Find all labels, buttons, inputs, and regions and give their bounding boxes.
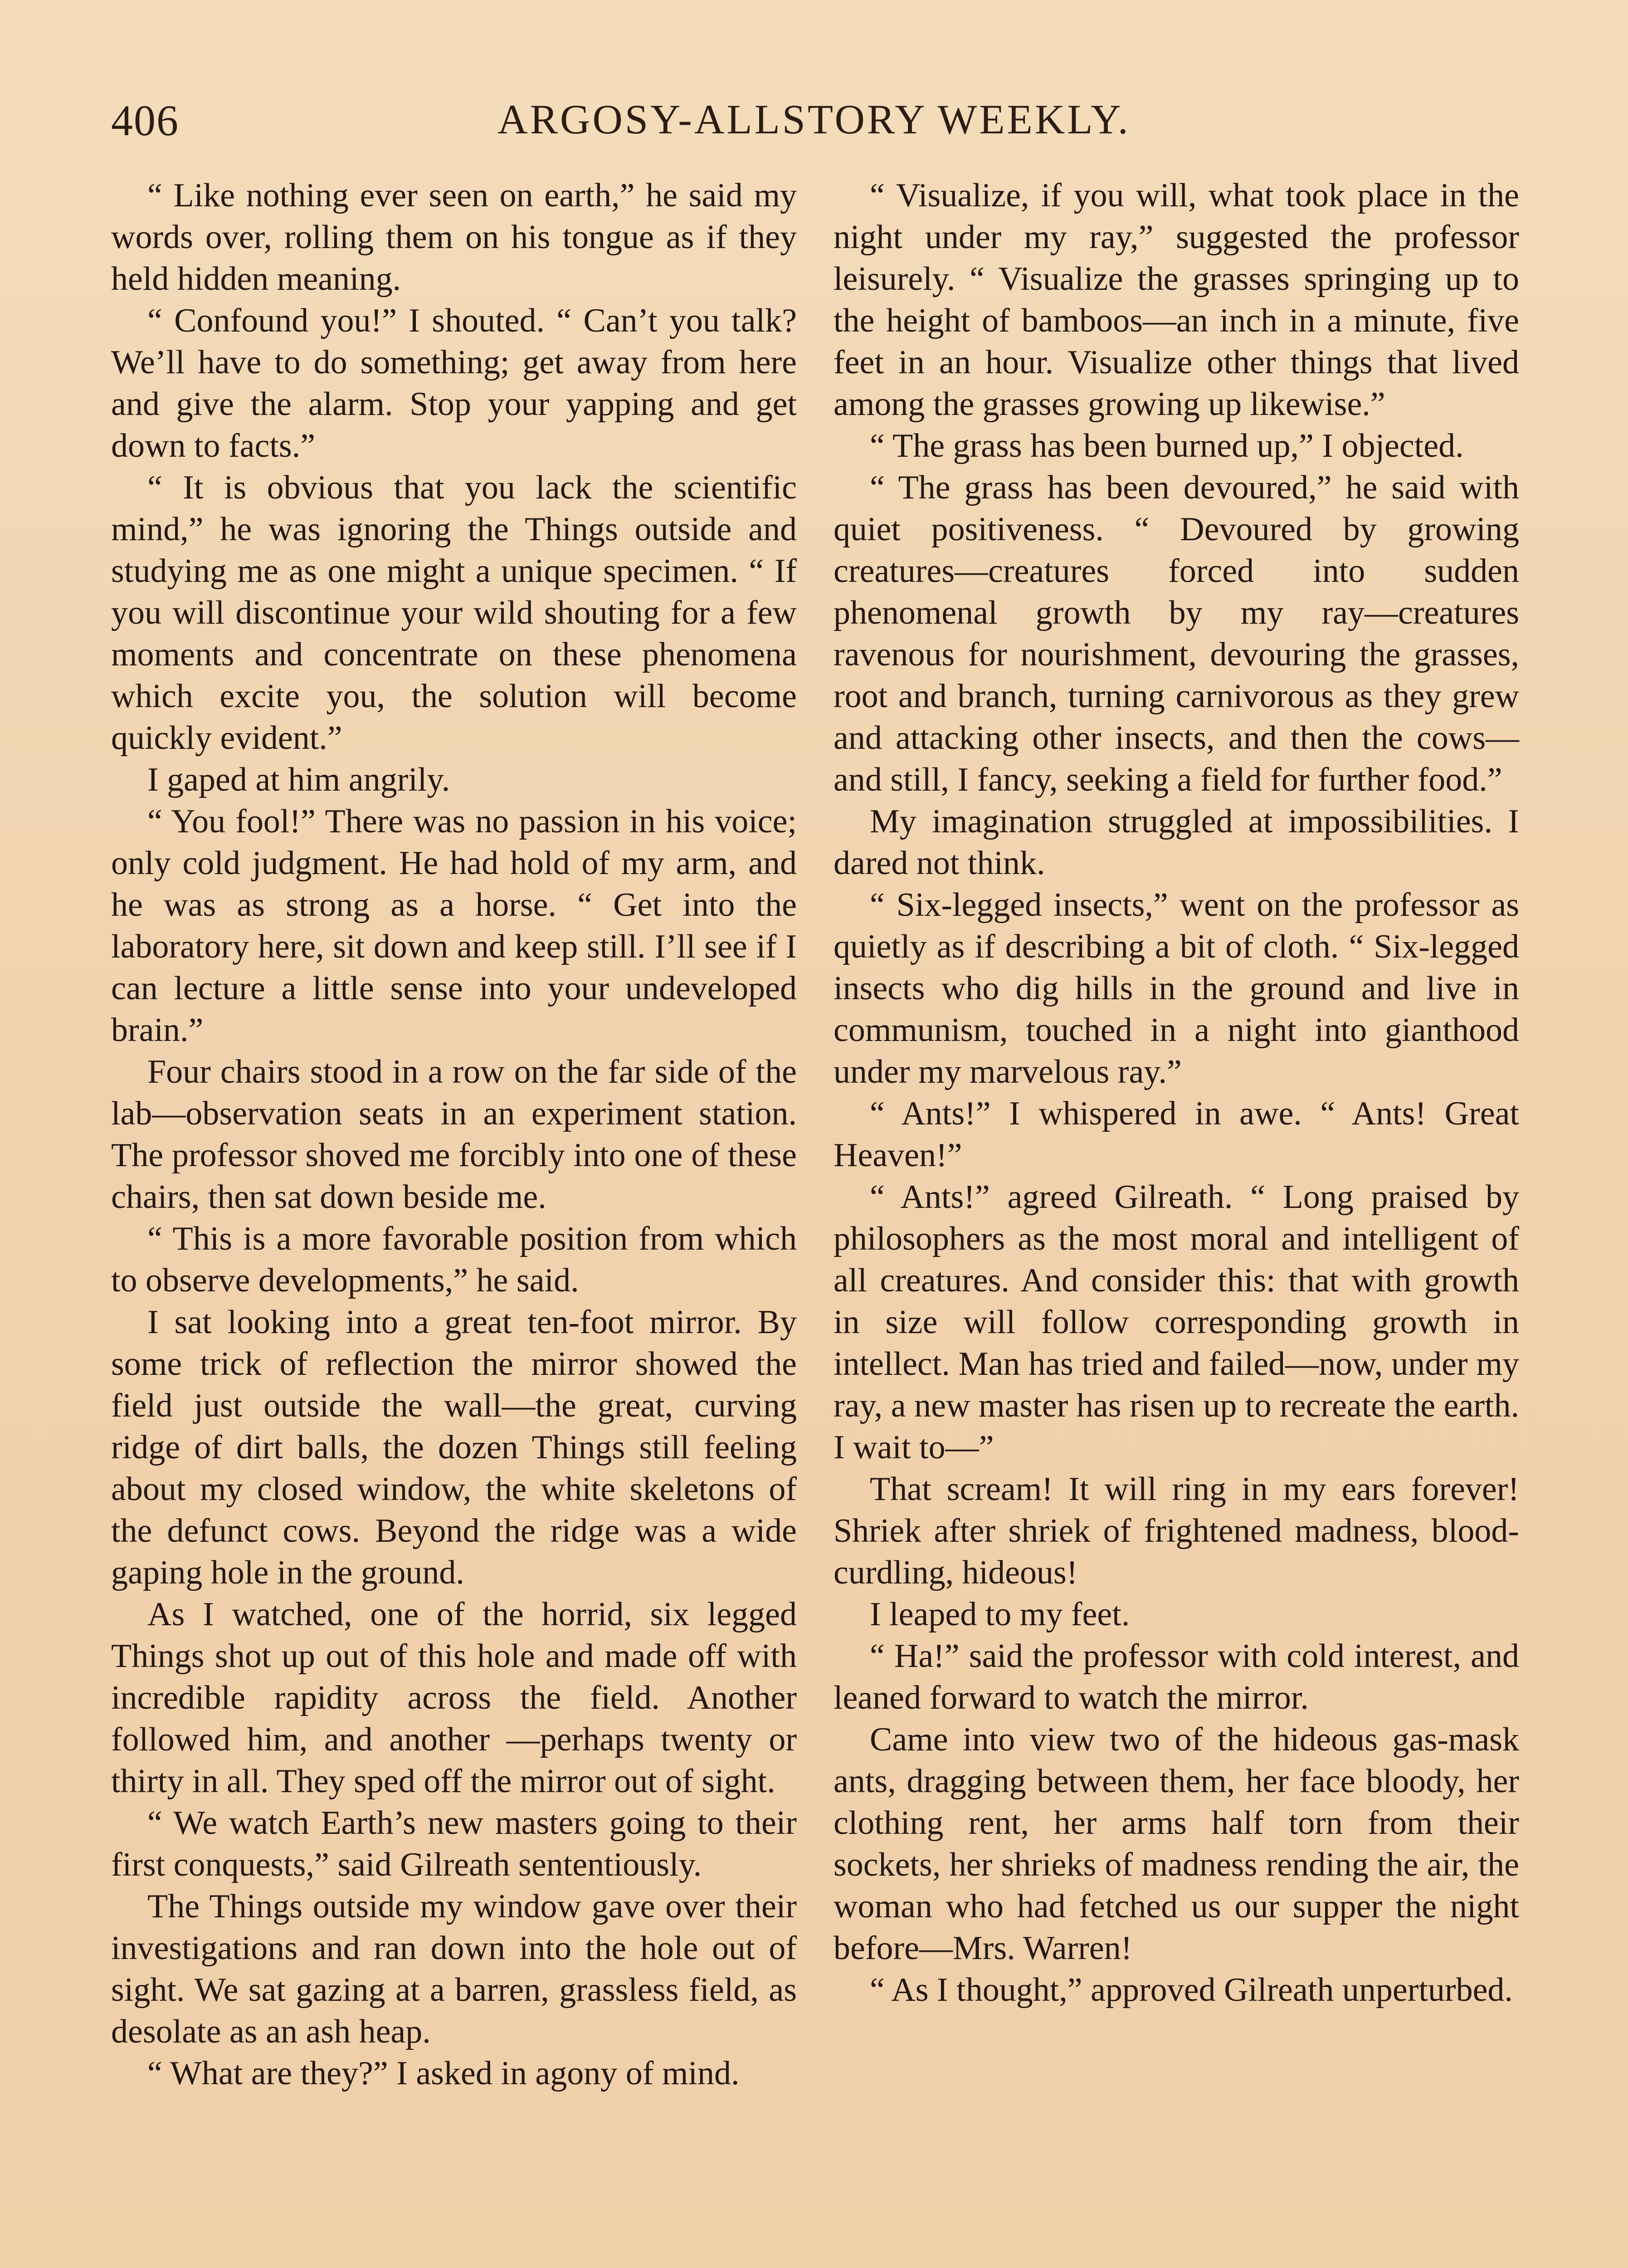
paragraph: “ Ants!” I whispered in awe. “ Ants! Great Heaven!” — [833, 1095, 1519, 1174]
paragraph: “ You fool!” There was no passion in his voice; only cold judgment. He had hold of my arm, and he was as strong as a horse. “ Get into the laboratory here, sit down and keep still. I’ll see if I can lecture a little sense into your undeveloped brain.” — [111, 803, 797, 1049]
paragraph: “ It is obvious that you lack the scientific mind,” he was ignoring the Things outside and studying me as one might a unique specimen. “ If you will discontinue your wild shouting for a few moments and concentrate on these phenomena which excite you, the solution will become quickly evident.” — [111, 469, 797, 757]
running-head: ARGOSY-ALLSTORY WEEKLY. — [497, 96, 1131, 142]
paragraph: “ The grass has been devoured,” he said with quiet positiveness. “ Devoured by growing creatures—creatures forced into sudden phenomenal growth by my ray—creatures ravenous for nourishment, devouring the grasses, root and branch, turning carnivorous as they grew and attacking other insects, and then the cows—and still, I fancy, seeking a field for further food.” — [833, 469, 1519, 798]
paragraph: “ As I thought,” approved Gilreath unperturbed. — [870, 1971, 1513, 2009]
paragraph: The Things outside my window gave over their investigations and ran down into the hole out of sight. We sat gazing at a barren, grassless field, as desolate as an ash heap. — [111, 1888, 797, 2050]
paragraph: I leaped to my feet. — [870, 1596, 1130, 1633]
page-header — [111, 91, 1517, 154]
paragraph: “ Ants!” agreed Gilreath. “ Long praised by philosophers as the most moral and intelligent of all creatures. And consider this: that with growth in size will follow corresponding growth in intellect. Man has tried and failed—now, under my ray, a new master has risen up to recreate the earth. I wait to—” — [833, 1178, 1519, 1466]
paragraph: “ This is a more favorable position from which to observe developments,” he said. — [111, 1220, 797, 1299]
paragraph: Came into view two of the hideous gas-mask ants, dragging between them, her face bloody, her clothing rent, her arms half torn from their sockets, her shrieks of madness rending the air, the woman who had fetched us our supper the night before—Mrs. Warren! — [833, 1721, 1519, 1967]
paragraph: My imagination struggled at impossibilities. I dared not think. — [833, 803, 1519, 882]
paragraph: “ Six-legged insects,” went on the professor as quietly as if describing a bit of cloth. “ Six-legged insects who dig hills in the ground and live in communism, touched in a night into gianthood under my marvelous ray.” — [833, 886, 1519, 1090]
paragraph: “ The grass has been burned up,” I objected. — [870, 427, 1464, 464]
paragraph: As I watched, one of the horrid, six legged Things shot up out of this hole and made off with incredible rapidity across the field. Another followed him, and another —perhaps twenty or thirty in all. They sped off the mirror out of sight. — [111, 1596, 797, 1800]
paragraph: I gaped at him angrily. — [147, 761, 450, 798]
paragraph: “ Like nothing ever seen on earth,” he said my words over, rolling them on his tongue as if they held hidden meaning. — [111, 177, 797, 298]
paragraph: “ Visualize, if you will, what took place in the night under my ray,” suggested the professor leisurely. “ Visualize the grasses springing up to the height of bamboos—an inch in a minute, five feet in an hour. Visualize other things that lived among the grasses growing up likewise.” — [833, 177, 1519, 423]
page-number: 406 — [111, 96, 179, 145]
paragraph: That scream! It will ring in my ears forever! Shriek after shriek of frightened madness, blood-curdling, hideous! — [833, 1471, 1519, 1591]
right-column — [833, 175, 1519, 2011]
paragraph: “ Confound you!” I shouted. “ Can’t you talk? We’ll have to do something; get away from here and give the alarm. Stop your yapping and get down to facts.” — [111, 302, 797, 464]
paragraph: “ What are they?” I asked in agony of mind. — [147, 2055, 740, 2092]
paragraph: “ We watch Earth’s new masters going to their first conquests,” said Gilreath sententiously. — [111, 1804, 797, 1883]
paragraph: “ Ha!” said the professor with cold interest, and leaned forward to watch the mirror. — [833, 1637, 1519, 1716]
paragraph: I sat looking into a great ten-foot mirror. By some trick of reflection the mirror showed the field just outside the wall—the great, curving ridge of dirt balls, the dozen Things still feeling about my closed window, the white skeletons of the defunct cows. Beyond the ridge was a wide gaping hole in the ground. — [111, 1304, 797, 1591]
paragraph: Four chairs stood in a row on the far side of the lab—observation seats in an experiment station. The professor shoved me forcibly into one of these chairs, then sat down beside me. — [111, 1053, 797, 1216]
left-column — [111, 175, 797, 2094]
